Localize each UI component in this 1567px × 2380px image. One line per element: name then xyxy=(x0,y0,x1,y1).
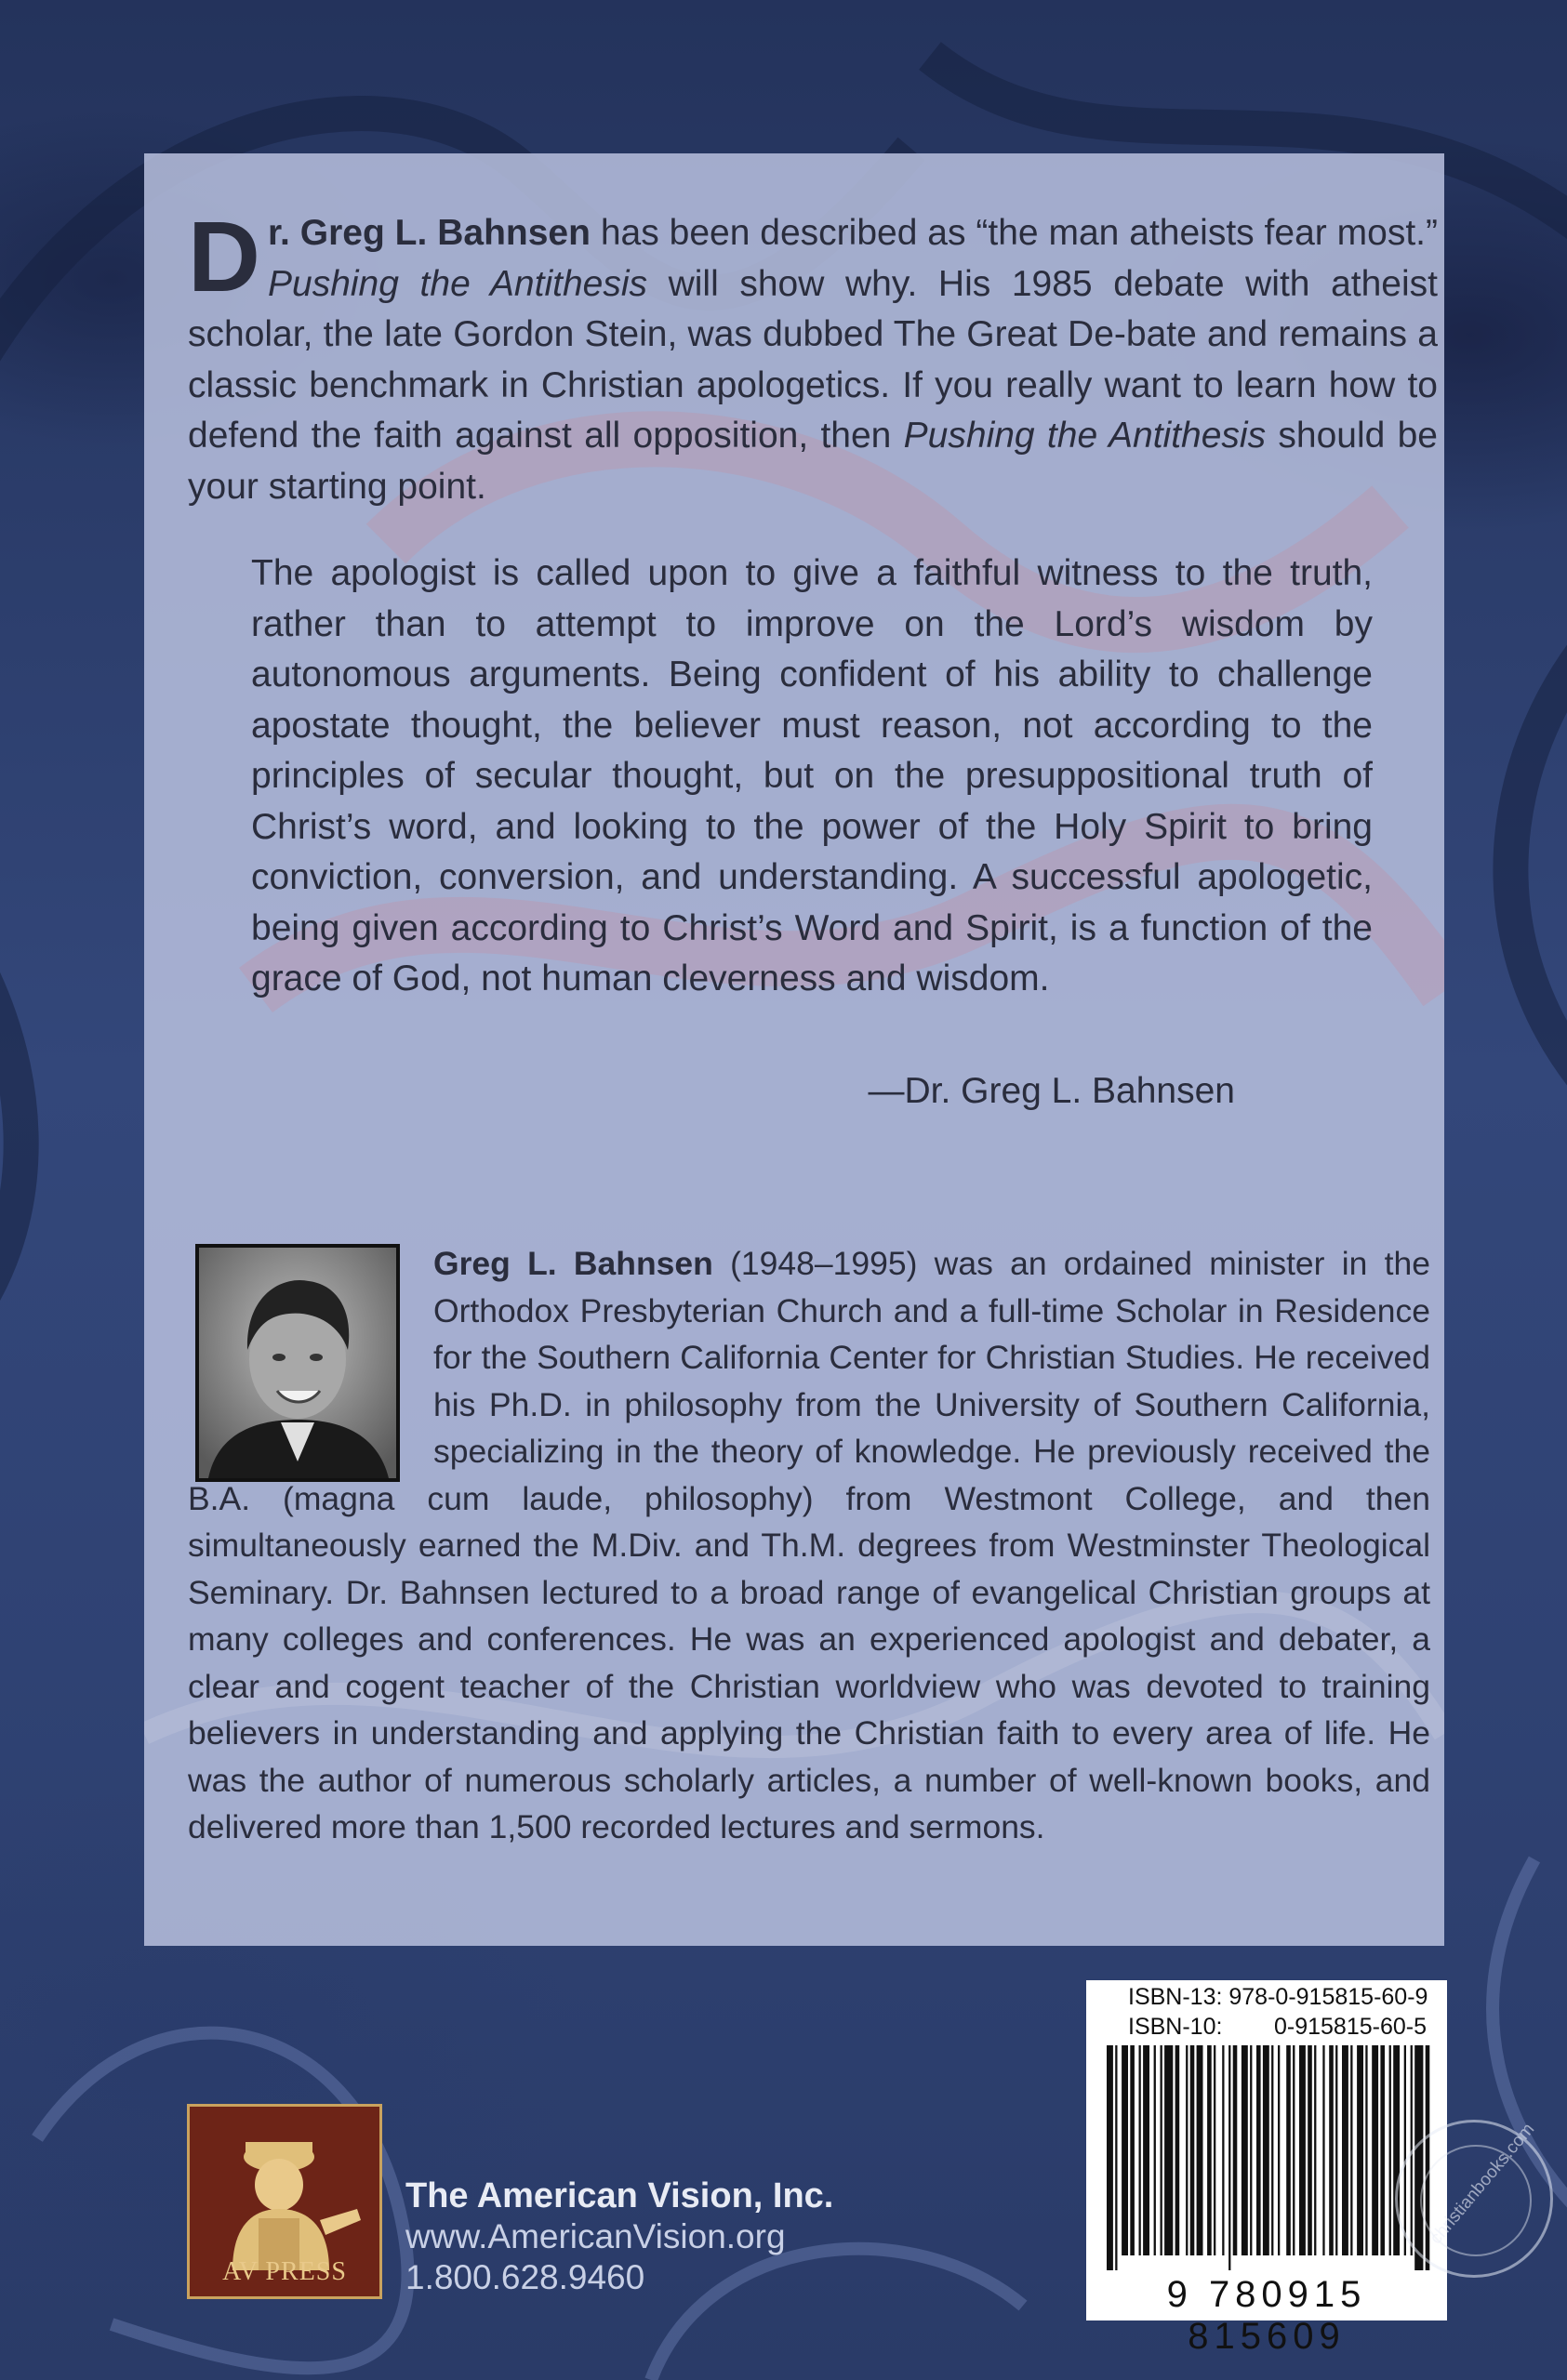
publisher-name: The American Vision, Inc. xyxy=(405,2176,834,2215)
barcode-bar xyxy=(1186,2045,1188,2255)
barcode-bar xyxy=(1115,2045,1117,2270)
barcode-bar xyxy=(1314,2045,1316,2255)
barcode-bar xyxy=(1242,2045,1248,2255)
barcode-bar xyxy=(1322,2045,1324,2255)
barcode-bar xyxy=(1256,2045,1261,2255)
intro-paragraph xyxy=(188,200,1438,512)
barcode-bar xyxy=(1357,2045,1363,2255)
bio-author-name: Greg L. Bahnsen xyxy=(433,1245,713,1282)
book-title: Pushing the Antithesis xyxy=(268,263,647,304)
publisher-url[interactable]: www.AmericanVision.org xyxy=(405,2217,786,2255)
barcode-bar xyxy=(1130,2045,1135,2255)
barcode-bar xyxy=(1350,2045,1352,2255)
stamp-text: christianbooks.com xyxy=(1426,2119,1539,2249)
barcode-bar xyxy=(1293,2045,1295,2255)
barcode-bar xyxy=(1329,2045,1334,2255)
barcode-bar xyxy=(1161,2045,1162,2255)
barcode-bar xyxy=(1197,2045,1203,2255)
barcode-bar xyxy=(1164,2045,1173,2255)
barcode-bar xyxy=(1263,2045,1269,2255)
isbn-barcode-block xyxy=(1086,1980,1447,2357)
barcode-bar xyxy=(1286,2045,1291,2255)
barcode-bar xyxy=(1122,2045,1128,2255)
barcode-bar xyxy=(1175,2045,1180,2255)
isbn-13: ISBN-13: 978-0-915815-60-9 xyxy=(1128,1984,1428,2010)
barcode-bar xyxy=(1207,2045,1212,2255)
seller-stamp xyxy=(1395,2120,1553,2278)
barcode-bar xyxy=(1365,2045,1367,2255)
intro-text: has been described as “the man atheists fear most.” xyxy=(590,213,1438,253)
logo-label: AV PRESS xyxy=(222,2257,347,2286)
barcode-bar xyxy=(1154,2045,1156,2255)
barcode-bars xyxy=(1086,2045,1447,2276)
barcode-bar xyxy=(1299,2045,1306,2255)
barcode-bar xyxy=(1107,2045,1113,2270)
author-bio xyxy=(188,1240,1430,1851)
block-quote: The apologist is called upon to give a faithful witness to the truth, rather than to attempt to improve on the Lord’s wisdom by autonomous arguments. Being confident of his ability to challenge apostate thought, the believer must reason, not according to the principles of secular thought, but on the presuppositional truth of Christ’s word, and looking to the power of the Holy Spirit to bring conviction, conversion, and understanding. A successful apologetic, being given according to Christ’s Word and Spirit, is a function of the grace of God, not human cleverness and wisdom. xyxy=(251,553,1373,998)
bio-text: (1948–1995) was an ordained minister in the Orthodox Presbyterian Church and a full-time Scholar in Residence for the Southern California Center for Christian Studies. He received his Ph.D. in philosophy from the University of Southern California, specializing in the theory of knowledge. He previously received the B.A. (magna cum laude, philosophy) from Westmont College, and then simultaneously earned the M.Div. and Th.M. degrees from Westminster Theological Seminary. Dr. Bahnsen lectured to a broad range of evangelical Christian groups at many colleges and conferences. He was an experienced apologist and debater, a clear and cogent teacher of the Christian worldview who was devoted to training believers in understanding and applying the Christian faith to every area of life. He was the author of numerous scholarly articles, a number of well-known books, and delivered more than 1,500 recorded lectures and sermons. xyxy=(188,1245,1430,1845)
barcode-bar xyxy=(1190,2045,1195,2255)
barcode-bar xyxy=(1222,2045,1224,2255)
barcode-bar xyxy=(1389,2045,1391,2255)
book-title: Pushing the Antithesis xyxy=(903,416,1267,456)
barcode-bar xyxy=(1271,2045,1273,2255)
barcode-bar xyxy=(1342,2045,1348,2255)
quote-attribution: —Dr. Greg L. Bahnsen xyxy=(868,1071,1235,1111)
barcode-bar xyxy=(1308,2045,1312,2255)
barcode-bar xyxy=(1143,2045,1149,2255)
barcode-bar xyxy=(1250,2045,1252,2255)
publisher-info xyxy=(405,2175,833,2298)
intro-text: will show why. His 1985 debate with atheist scholar, the late Gordon Stein, was dubbed The Great De-bate and remains a classic benchmark in Christian apologetics. If you really want to learn how to defend the faith against all opposition, then xyxy=(188,263,1438,456)
isbn-10: ISBN-10: 0-915815-60-5 xyxy=(1128,2014,1428,2040)
barcode-digits: 9 780915 815609 xyxy=(1166,2274,1367,2357)
barcode-bar xyxy=(1214,2045,1215,2255)
author-name: r. Greg L. Bahnsen xyxy=(268,213,591,253)
barcode-bar xyxy=(1278,2045,1280,2255)
barcode-bar xyxy=(1380,2045,1385,2255)
publisher-phone: 1.800.628.9460 xyxy=(405,2258,645,2296)
intro-text: should be your starting point. xyxy=(188,416,1438,507)
barcode-bar xyxy=(1228,2045,1230,2270)
barcode-bar xyxy=(1335,2045,1337,2255)
av-press-logo xyxy=(187,2104,382,2299)
barcode-bar xyxy=(1372,2045,1378,2255)
barcode-bar xyxy=(1139,2045,1141,2255)
barcode-bar xyxy=(1233,2045,1238,2255)
drop-cap: D xyxy=(188,200,260,312)
